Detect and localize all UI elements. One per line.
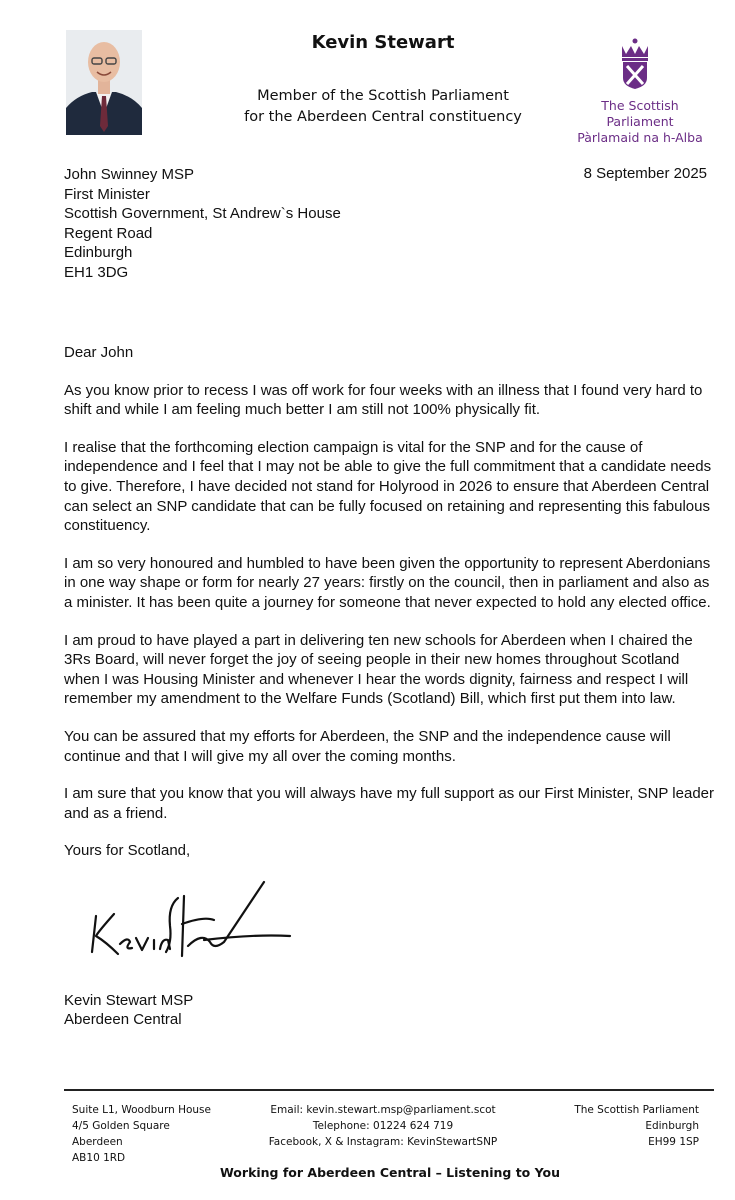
sender-role bbox=[220, 86, 546, 128]
footer-office-address bbox=[72, 1102, 211, 1166]
recipient-line: EH1 3DG bbox=[64, 263, 129, 281]
letter-date: 8 September 2025 bbox=[583, 165, 707, 182]
role-line-2: for the Aberdeen Central constituency bbox=[244, 109, 522, 125]
paragraph: I realise that the forthcoming election campaign is vital for the SNP and for the cause of independence and I feel that I may not be able to give the full commitment that a candidate needs to give. Therefore, I have decided not stand for Holyrood in 2026 to ensure that Aberdeen Central can select an SNP candidate that can be fully focused on retaining and representing this fabulous constituency. bbox=[64, 438, 712, 535]
salutation: Dear John bbox=[64, 344, 134, 361]
role-line-1: Member of the Scottish Parliament bbox=[257, 88, 509, 104]
footer-tagline: Working for Aberdeen Central – Listening to You bbox=[219, 1165, 561, 1180]
footer-line: AB10 1RD bbox=[72, 1152, 126, 1164]
portrait-photo bbox=[66, 30, 142, 135]
footer-line: The Scottish Parliament bbox=[574, 1104, 699, 1116]
letter-body bbox=[64, 343, 714, 879]
footer-line: Aberdeen bbox=[72, 1136, 123, 1148]
paragraph: I am proud to have played a part in delivering ten new schools for Aberdeen when I chaired the 3Rs Board, will never forget the joy of seeing people in their new homes throughout Scotland when I was Housing Minister and whenever I hear the words dignity, fairness and respect I will remember my amendment to the Welfare Funds (Scotland) Bill, which first put them into law. bbox=[64, 631, 693, 708]
footer-line: 4/5 Golden Square bbox=[72, 1120, 170, 1132]
footer-email[interactable]: Email: kevin.stewart.msp@parliament.scot bbox=[270, 1104, 496, 1116]
sender-name: Kevin Stewart bbox=[311, 32, 455, 53]
signoff-name: Kevin Stewart MSP bbox=[64, 992, 194, 1009]
parliament-name-en: The Scottish Parliament bbox=[601, 98, 679, 129]
footer-social: Facebook, X & Instagram: KevinStewartSNP bbox=[268, 1136, 498, 1148]
footer-line: Edinburgh bbox=[645, 1120, 699, 1132]
signoff bbox=[64, 991, 193, 1029]
parliament-logo-text bbox=[568, 98, 712, 146]
recipient-line: Scottish Government, St Andrew`s House bbox=[64, 205, 341, 222]
paragraph: You can be assured that my efforts for Aberdeen, the SNP and the independence cause will continue and that I will give my all over the coming months. bbox=[64, 727, 671, 765]
footer-divider bbox=[64, 1089, 714, 1091]
recipient-address bbox=[64, 165, 341, 282]
footer-line: EH99 1SP bbox=[648, 1136, 699, 1148]
recipient-line: John Swinney MSP bbox=[64, 166, 195, 183]
footer-telephone: Telephone: 01224 624 719 bbox=[312, 1120, 454, 1132]
closing: Yours for Scotland, bbox=[64, 842, 191, 860]
crown-crest-icon bbox=[618, 38, 652, 90]
recipient-line: Edinburgh bbox=[64, 244, 133, 261]
paragraph: As you know prior to recess I was off work for four weeks with an illness that I found very hard to shift and while I am feeling much better I am still not 100% physically fit. bbox=[64, 381, 703, 419]
recipient-line: First Minister bbox=[64, 185, 150, 203]
footer-contact bbox=[268, 1102, 498, 1150]
paragraph: I am so very honoured and humbled to have been given the opportunity to represent Aberdonians in one way shape or form for nearly 27 years: firstly on the council, then in parliament and also as a minister. It has been quite a journey for someone that never expected to hold any elected office. bbox=[64, 554, 711, 611]
handwritten-signature bbox=[84, 876, 294, 976]
paragraph: I am sure that you know that you will always have my full support as our First Minister, SNP leader and as a friend. bbox=[64, 785, 714, 822]
footer-line: Suite L1, Woodburn House bbox=[72, 1104, 211, 1116]
footer-parliament-address bbox=[574, 1102, 699, 1150]
recipient-line: Regent Road bbox=[64, 224, 153, 242]
signoff-constituency: Aberdeen Central bbox=[64, 1011, 182, 1028]
parliament-name-gd: Pàrlamaid na h-Alba bbox=[577, 130, 703, 145]
